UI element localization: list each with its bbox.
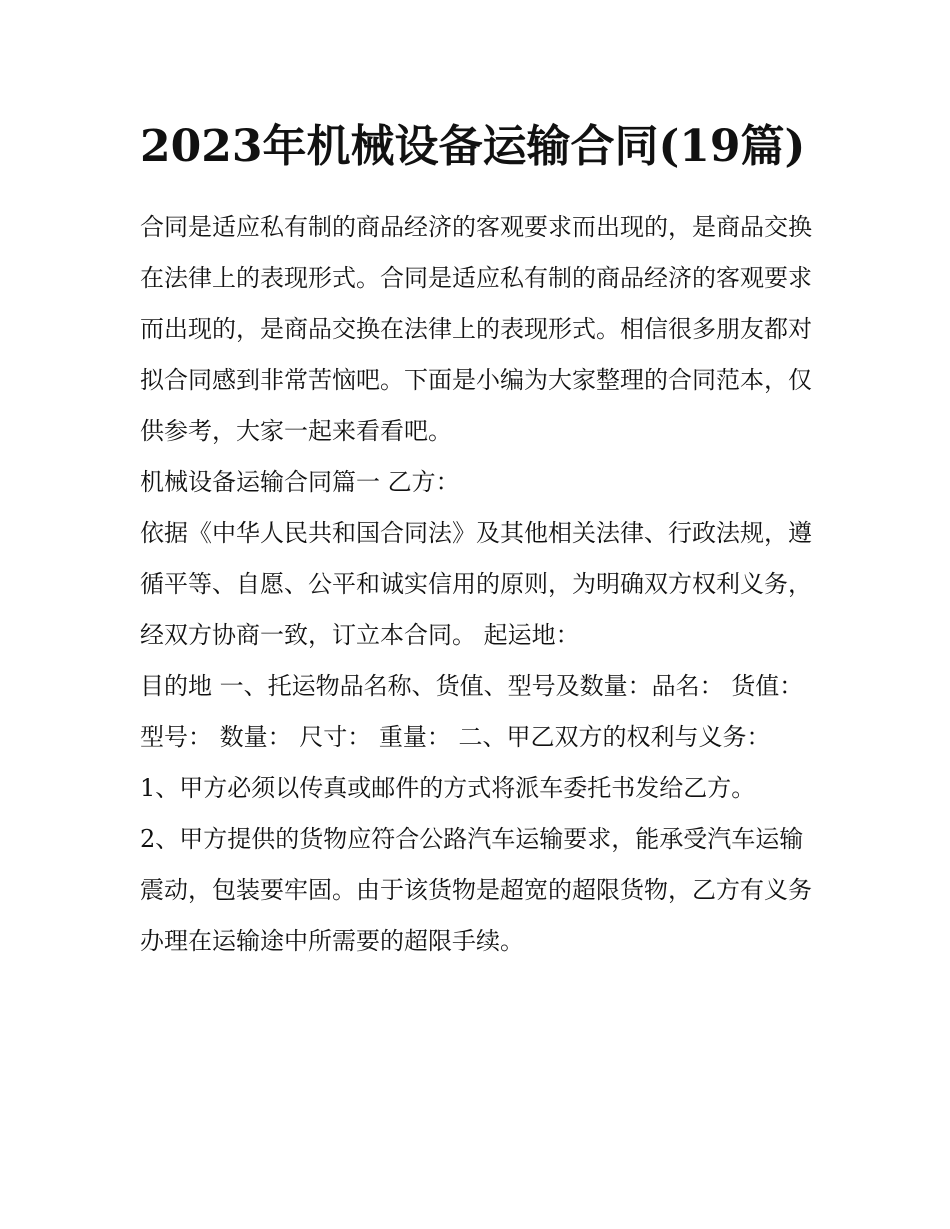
document-page — [140, 110, 815, 967]
section-heading-paragraph: 机械设备运输合同篇一 乙方： — [140, 468, 460, 496]
legal-basis-paragraph: 依据《中华人民共和国合同法》及其他相关法律、行政法规，遵循平等、自愿、公平和诚实信用的原则，为明确双方权利义务，经双方协商一致，订立本合同。 起运地： — [140, 519, 812, 649]
clause-1-paragraph: 1、甲方必须以传真或邮件的方式将派车委托书发给乙方。 — [140, 774, 756, 802]
goods-info-paragraph: 目的地 一、托运物品名称、货值、型号及数量：品名： 货值： 型号： 数量： 尺寸： 重量： 二、甲乙双方的权利与义务： — [140, 672, 804, 751]
clause-2-paragraph: 2、甲方提供的货物应符合公路汽车运输要求，能承受汽车运输震动，包装要牢固。由于该货物是超宽的超限货物，乙方有义务办理在运输途中所需要的超限手续。 — [140, 825, 812, 955]
intro-paragraph: 合同是适应私有制的商品经济的客观要求而出现的，是商品交换在法律上的表现形式。合同是适应私有制的商品经济的客观要求而出现的，是商品交换在法律上的表现形式。相信很多朋友都对拟合同感到非常苦恼吧。下面是小编为大家整理的合同范本，仅供参考，大家一起来看看吧。 — [140, 213, 812, 445]
document-title: 2023年机械设备运输合同(19篇) — [140, 121, 806, 172]
